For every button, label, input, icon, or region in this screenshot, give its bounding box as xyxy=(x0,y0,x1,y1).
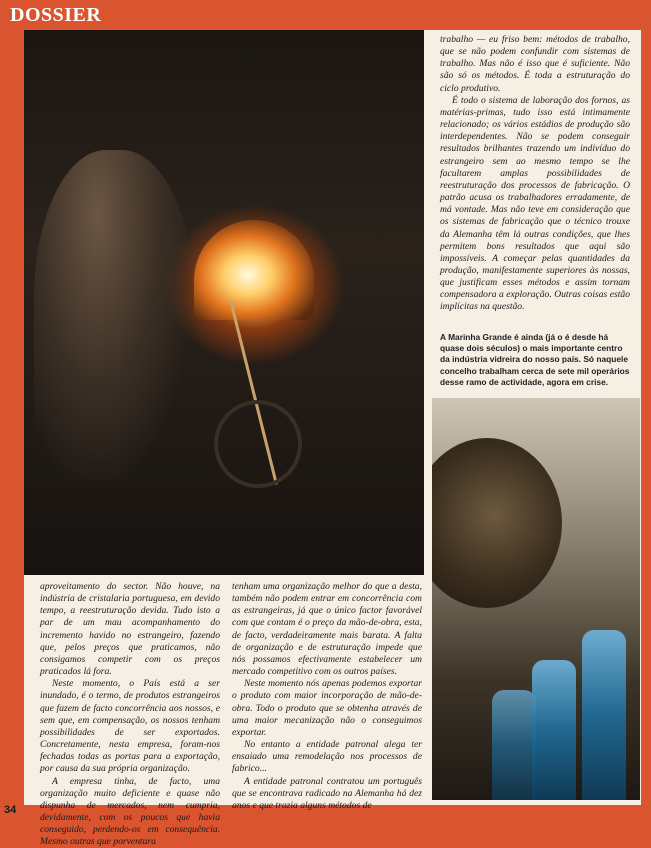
paragraph: No entanto a entidade patronal alega ter ensaiado uma remodelação nos processos de fabrico... xyxy=(232,739,422,775)
worker-silhouette xyxy=(34,150,194,480)
paragraph: tenham uma organização melhor do que a desta, também não podem entrar em concorrência com as estrangeiras, já que o único factor favorável com que contam é o preço da mão-de-obra, esta, de facto, verdadeiramente mais barata. A falta de organização e de estruturação impede que nós possamos efectivamente estabelecer um mercado competitivo com os outros países. xyxy=(232,581,422,678)
blue-glass-bottle xyxy=(532,660,576,800)
article-column-bottom-middle xyxy=(232,581,422,812)
machine-wheel xyxy=(214,400,302,488)
section-label: DOSSIER xyxy=(10,4,101,27)
photo-caption: A Marinha Grande é ainda (já o é desde há quase dois séculos) o mais importante centro da indústria vidreira do nosso país. Só naquele concelho trabalham cerca de sete mil operários desse ramo de actividade, agora em crise. xyxy=(440,332,632,388)
paragraph: É todo o sistema de laboração dos fornos, as matérias-primas, tudo isso está intimamente relacionado; os vários estádios de produção são interdependentes. Não se podem conseguir resultados brilhantes trazendo um indivíduo do estrangeiro sem ao mesmo tempo se lhe facultarem amplas possibilidades de reestruturação dos processos de fabricação. O patrão acusa os trabalhadores erradamente, de má vontade. Mas não teve em consideração que os sistemas de fabricação que o técnico trouxe da Alemanha têm lá outras condições, que lhes permitem bons resultados que aqui são impossíveis. A começar pelas quantidades da produção, manifestamente superiores às nossas, que justificam esses métodos e assim tornam compensadora a exploração. Outras coisas estão implícitas na questão. xyxy=(440,95,630,314)
furnace-glow xyxy=(194,220,314,320)
page-number: 34 xyxy=(4,804,16,816)
paragraph: Neste momento, o País está a ser inundado, é o termo, de produtos estrangeiros que fazem de facto concorrência aos nossos, e sem que, em compensação, os nossos tenham possibilidades de ser exportados. Concretamente, nesta empresa, foram-nos fechadas todas as portas para a exportação, por causa da sua própria organização. xyxy=(40,678,220,775)
glass-factory-photo xyxy=(432,398,640,800)
blue-glass-bottle xyxy=(492,690,536,800)
paragraph: A empresa tinha, de facto, uma organização muito deficiente e quase não dispunha de mercados, nem cumpria, devidamente, com os poucos que havia conseguido, perdendo-os em consequência. Mesmo outras que porventura xyxy=(40,776,220,848)
glassworker-furnace-photo xyxy=(24,30,424,575)
paragraph: aproveitamento do sector. Não houve, na indústria de cristalaria portuguesa, em devido tempo, a reestruturação devida. Tudo isto a par de um mau acompanhamento do incremento havido no estrangeiro, fazendo que, pelos preços que praticamos, não consigamos competir com os preços praticados lá fora. xyxy=(40,581,220,678)
paragraph: A entidade patronal contratou um português que se encontrava radicado na Alemanha há dez anos e que trazia alguns métodos de xyxy=(232,776,422,812)
paragraph: trabalho — eu friso bem: métodos de trabalho, que se não podem confundir com sistemas de trabalho. Mas não é isso que é suficiente. Não são só os métodos. É toda a estruturação do ciclo produtivo. xyxy=(440,34,630,95)
paragraph: Neste momento nós apenas podemos exportar o produto com maior incorporação de mão-de-obra. Todo o produto que se obtenha através de uma maior mecanização não o conseguimos exportar. xyxy=(232,678,422,739)
blue-glass-bottle xyxy=(582,630,626,800)
article-column-bottom-left xyxy=(40,581,220,848)
machine-drum xyxy=(432,438,562,608)
article-column-top-right xyxy=(440,34,630,314)
